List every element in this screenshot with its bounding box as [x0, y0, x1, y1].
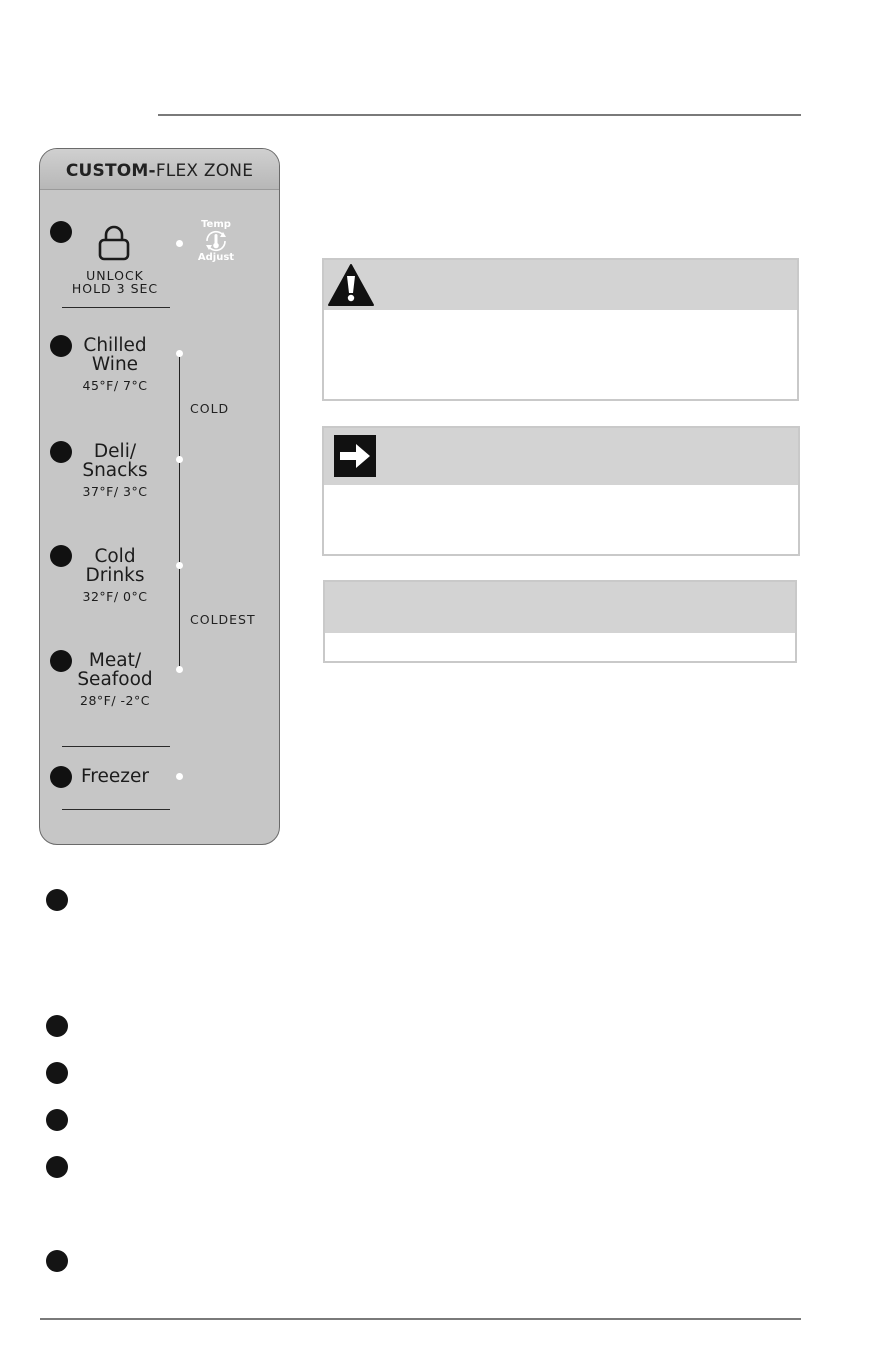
arrow-right-glyph — [334, 435, 376, 477]
top-rule — [158, 114, 801, 116]
zone-label-cold: COLD — [190, 401, 230, 416]
divider-bottom — [62, 809, 170, 810]
setting-line1: Meat/ — [88, 650, 142, 671]
setting-temp: 37°F/ 3°C — [82, 484, 148, 499]
bullet-marker-6 — [46, 1250, 68, 1272]
temp-adjust-symbol-icon — [203, 230, 229, 252]
bottom-rule — [40, 1318, 801, 1320]
setting-line1: Chilled — [83, 335, 147, 356]
bullet-marker-1 — [46, 889, 68, 911]
unlock-line2: HOLD 3 SEC — [71, 281, 159, 296]
setting-line1: Deli/ — [93, 441, 137, 462]
bullet-marker-4 — [46, 1109, 68, 1131]
zone-label-coldest: COLDEST — [190, 612, 256, 627]
indicator-dot-freezer — [176, 773, 183, 780]
setting-temp: 45°F/ 7°C — [82, 378, 148, 393]
temp-adjust-icon — [193, 219, 239, 263]
unlock-button[interactable] — [50, 221, 72, 243]
warning-box — [322, 258, 799, 401]
unlock-label — [50, 269, 180, 295]
bullet-marker-5 — [46, 1156, 68, 1178]
note-box — [322, 426, 800, 556]
temp-adjust-top: Temp — [201, 219, 231, 230]
arrow-right-icon — [334, 435, 376, 477]
setting-line2: Snacks — [82, 460, 148, 481]
indicator-dot-unlock — [176, 240, 183, 247]
setting-line1: Cold — [94, 546, 136, 567]
bullet-marker-2 — [46, 1015, 68, 1037]
deli-snacks-label — [50, 442, 180, 499]
indicator-dot-deli-snacks — [176, 456, 183, 463]
unlock-line1: UNLOCK — [86, 268, 144, 283]
cold-drinks-label — [50, 547, 180, 604]
temp-scale-line — [179, 354, 180, 670]
panel-title-rest: FLEX ZONE — [155, 161, 254, 181]
freezer-text: Freezer — [81, 766, 149, 787]
setting-line2: Seafood — [77, 669, 153, 690]
warning-icon — [327, 263, 375, 307]
panel-title-bold: CUSTOM- — [65, 161, 156, 181]
note-box-header — [324, 428, 798, 485]
bullet-marker-3 — [46, 1062, 68, 1084]
info-box — [323, 580, 797, 663]
freezer-label — [50, 767, 180, 786]
indicator-dot-cold-drinks — [176, 562, 183, 569]
setting-temp: 32°F/ 0°C — [82, 589, 148, 604]
warning-box-header — [324, 260, 797, 310]
setting-temp: 28°F/ -2°C — [80, 693, 150, 708]
indicator-dot-chilled-wine — [176, 350, 183, 357]
setting-line2: Drinks — [85, 565, 145, 586]
temp-adjust-bottom: Adjust — [197, 252, 235, 263]
panel-title — [40, 161, 279, 181]
meat-seafood-label — [50, 651, 180, 708]
divider-middle — [62, 746, 170, 747]
setting-line2: Wine — [91, 354, 139, 375]
divider-top — [62, 307, 170, 308]
panel-header — [40, 149, 279, 190]
info-box-header — [325, 582, 795, 633]
chilled-wine-label — [50, 336, 180, 393]
custom-flex-zone-panel — [39, 148, 280, 845]
lock-icon — [98, 225, 130, 261]
indicator-dot-meat-seafood — [176, 666, 183, 673]
